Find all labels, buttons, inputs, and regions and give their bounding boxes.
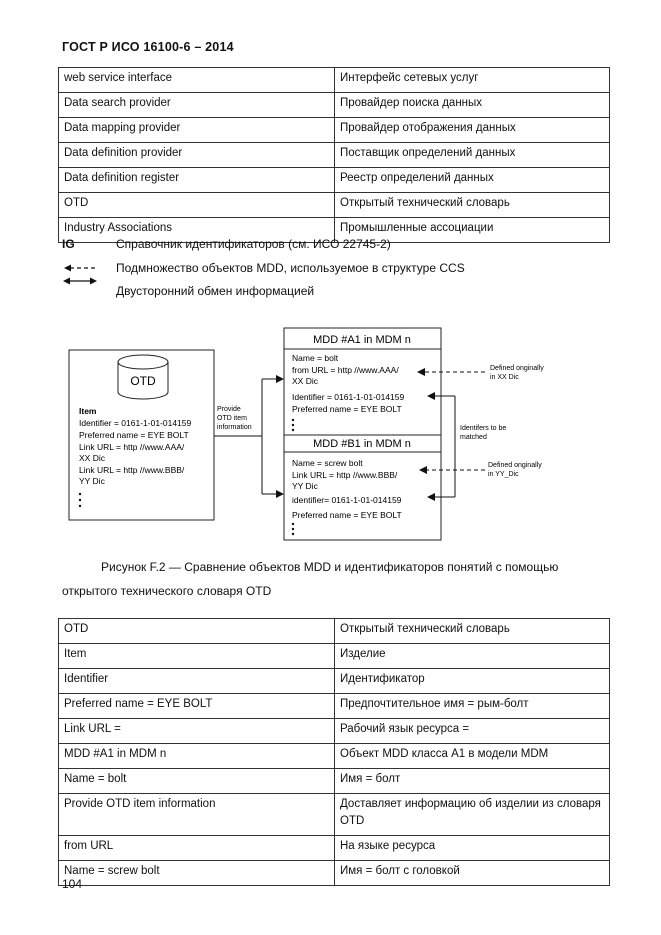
term-en-cell: Link URL =	[59, 719, 335, 744]
term-en-cell: Name = bolt	[59, 769, 335, 794]
figure-caption-line2: открытого технического словаря OTD	[62, 584, 272, 598]
item-line-1: Identifier = 0161-1-01-014159	[79, 418, 192, 428]
mdd-b1-ellipsis	[292, 523, 294, 535]
mdd-b1-line-2: YY Dic	[292, 481, 318, 491]
term-en-cell: Data mapping provider	[59, 118, 335, 143]
document-header: ГОСТ Р ИСО 16100-6 – 2014	[62, 40, 234, 54]
table-row	[59, 744, 610, 769]
term-en-cell: Data definition provider	[59, 143, 335, 168]
table-row	[59, 836, 610, 861]
term-en-cell: OTD	[59, 619, 335, 644]
term-ru-cell: Доставляет информацию об изделии из словаря OTD	[335, 794, 610, 836]
term-en-cell: Provide OTD item information	[59, 794, 335, 836]
term-en-cell: OTD	[59, 193, 335, 218]
term-ru-cell: Провайдер поиска данных	[335, 93, 610, 118]
term-ru-cell: Идентификатор	[335, 669, 610, 694]
mdd-a1-line-0: Name = bolt	[292, 353, 339, 363]
term-en-cell: Data search provider	[59, 93, 335, 118]
table-row	[59, 794, 610, 836]
term-ru-cell: Изделие	[335, 644, 610, 669]
term-ru-cell: Провайдер отображения данных	[335, 118, 610, 143]
mdd-a1-line-2: XX Dic	[292, 376, 318, 386]
double-text: Двусторонний обмен информацией	[116, 284, 315, 298]
term-ru-cell: Промышленные ассоциации	[335, 218, 610, 243]
term-ru-cell: Реестр определений данных	[335, 168, 610, 193]
table-row	[59, 861, 610, 886]
term-en-cell: from URL	[59, 836, 335, 861]
term-ru-cell: Предпочтительное имя = рым-болт	[335, 694, 610, 719]
mdd-a1-title: MDD #A1 in MDM n	[313, 334, 411, 346]
term-ru-cell: Рабочий язык ресурса =	[335, 719, 610, 744]
table-row	[59, 769, 610, 794]
note-match-0: Identifers to be	[460, 425, 507, 432]
term-ru-cell: Поставщик определений данных	[335, 143, 610, 168]
mdd-a1-line-1: from URL = http //www.AAA/	[292, 365, 399, 375]
mdd-b1-line-4: Preferred name = EYE BOLT	[292, 510, 402, 520]
note-b-1: in YY_Dic	[488, 471, 519, 478]
dashed-text: Подмножество объектов MDD, используемое в структуре CCS	[116, 261, 465, 275]
mdd-b1-title: MDD #B1 in MDM n	[313, 438, 411, 450]
otd-label: OTD	[130, 374, 156, 388]
mdd-a1-line-3: Identifier = 0161-1-01-014159	[292, 392, 405, 402]
term-ru-cell: На языке ресурса	[335, 836, 610, 861]
item-line-0: Item	[79, 406, 97, 416]
note-match-1: matched	[460, 434, 487, 441]
term-en-cell: web service interface	[59, 68, 335, 93]
table-row	[59, 619, 610, 644]
term-ru-cell: Интерфейс сетевых услуг	[335, 68, 610, 93]
term-ru-cell: Имя = болт с головкой	[335, 861, 610, 886]
item-line-3: Link URL = http //www.AAA/	[79, 442, 185, 452]
mdd-a1-line-4: Preferred name = EYE BOLT	[292, 404, 402, 414]
glossary-table-2	[58, 618, 610, 886]
provide-line-0: Provide	[217, 406, 241, 413]
term-en-cell: Identifier	[59, 669, 335, 694]
item-line-5: Link URL = http //www.BBB/	[79, 465, 185, 475]
mdd-b1-line-0: Name = screw bolt	[292, 458, 363, 468]
term-ru-cell: Открытый технический словарь	[335, 619, 610, 644]
mdd-b1-line-1: Link URL = http //www.BBB/	[292, 470, 398, 480]
term-ru-cell: Имя = болт	[335, 769, 610, 794]
term-en-cell: Data definition register	[59, 168, 335, 193]
note-b-0: Defined onginally	[488, 462, 542, 469]
term-ru-cell: Объект MDD класса A1 в модели MDM	[335, 744, 610, 769]
figure-caption-line1: Рисунок F.2 — Сравнение объектов MDD и идентификаторов понятий с помощью	[101, 560, 559, 574]
ig-symbol: IG	[62, 237, 75, 251]
term-en-cell: Industry Associations	[59, 218, 335, 243]
item-line-6: YY Dic	[79, 476, 105, 486]
term-ru-cell: Открытый технический словарь	[335, 193, 610, 218]
term-en-cell: Preferred name = EYE BOLT	[59, 694, 335, 719]
term-en-cell: MDD #A1 in MDM n	[59, 744, 335, 769]
mdd-a1-ellipsis	[292, 419, 294, 431]
term-en-cell: Item	[59, 644, 335, 669]
ig-text: Справочник идентификаторов (см. ИСО 22745-2)	[116, 237, 391, 251]
mdd-b1-line-3: identifier= 0161-1-01-014159	[292, 495, 402, 505]
note-a-1: in XX Dic	[490, 374, 519, 381]
table-row	[59, 694, 610, 719]
term-en-cell: Name = screw bolt	[59, 861, 335, 886]
note-a-0: Defined onginally	[490, 365, 544, 372]
table-row	[59, 644, 610, 669]
provide-line-2: information	[217, 424, 252, 431]
table-row	[59, 719, 610, 744]
item-line-4: XX Dic	[79, 453, 105, 463]
page-number: 104	[62, 877, 83, 891]
provide-line-1: OTD item	[217, 415, 247, 422]
item-line-2: Preferred name = EYE BOLT	[79, 430, 189, 440]
table-row	[59, 669, 610, 694]
